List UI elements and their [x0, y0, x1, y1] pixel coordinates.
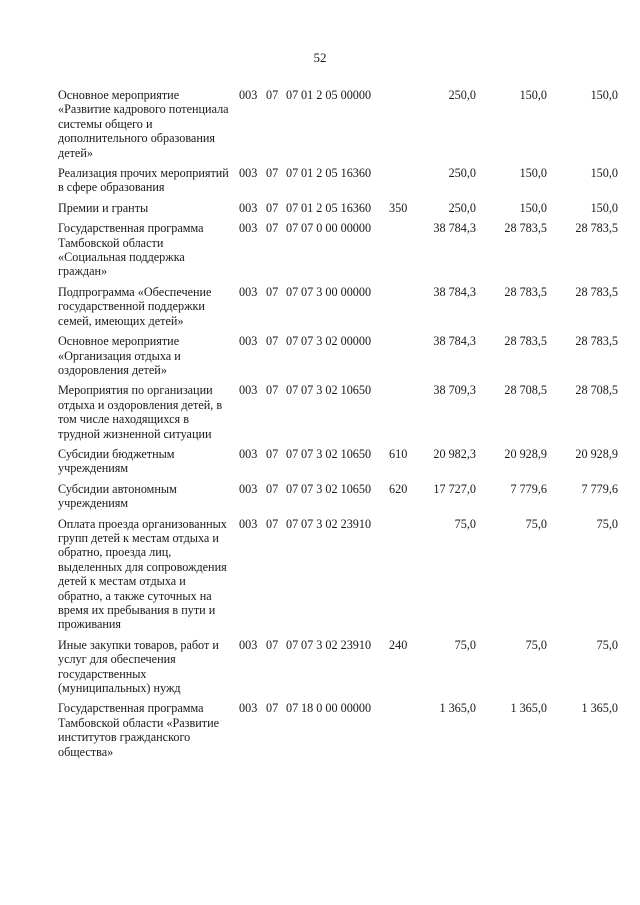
ministry-code: 003 [239, 334, 258, 349]
amount-year-3: 28 783,5 [575, 221, 618, 236]
table-row [58, 447, 628, 476]
amount-year-3: 150,0 [590, 200, 618, 215]
amount-year-3: 7 779,6 [581, 481, 618, 496]
ministry-code: 003 [239, 383, 258, 398]
amount-year-3: 150,0 [590, 88, 618, 102]
target-code: 07 3 02 10650 [301, 481, 372, 496]
section-code: 07 [266, 221, 279, 236]
amount-year-2: 150,0 [519, 166, 547, 181]
amount-year-1: 250,0 [448, 166, 476, 181]
ministry-code: 003 [239, 221, 258, 236]
ministry-code: 003 [239, 166, 258, 181]
table-row [58, 334, 628, 377]
row-name: Субсидии бюджетным учреждениям [58, 446, 175, 476]
subsection-code: 07 [286, 481, 299, 496]
row-name: Субсидии автономным учреждениям [58, 481, 177, 511]
amount-year-2: 7 779,6 [510, 481, 547, 496]
row-name: Основное мероприятие «Организация отдыха и оздоровления детей» [58, 334, 181, 377]
subsection-code: 07 [286, 446, 299, 461]
amount-year-2: 1 365,0 [510, 701, 547, 716]
target-code: 01 2 05 16360 [301, 200, 372, 215]
row-name: Мероприятия по организации отдыха и оздоровления детей, в том числе находящихся в трудной жизненной ситуации [58, 383, 223, 441]
amount-year-2: 28 783,5 [504, 221, 547, 236]
subsection-code: 07 [286, 516, 299, 531]
amount-year-1: 38 784,3 [433, 221, 476, 236]
section-code: 07 [266, 701, 279, 716]
target-code: 07 3 02 00000 [301, 334, 372, 349]
ministry-code: 003 [239, 88, 258, 102]
amount-year-1: 38 784,3 [433, 284, 476, 299]
target-code: 01 2 05 00000 [301, 88, 372, 102]
row-name: Иные закупки товаров, работ и услуг для обеспечения государственных (муниципальных) нужд [58, 637, 219, 696]
section-code: 07 [266, 637, 279, 652]
ministry-code: 003 [239, 516, 258, 531]
subsection-code: 07 [286, 383, 299, 398]
section-code: 07 [266, 88, 279, 102]
amount-year-2: 150,0 [519, 200, 547, 215]
section-code: 07 [266, 481, 279, 496]
section-code: 07 [266, 383, 279, 398]
amount-year-3: 1 365,0 [581, 701, 618, 716]
ministry-code: 003 [239, 481, 258, 496]
amount-year-3: 75,0 [596, 516, 618, 531]
amount-year-1: 17 727,0 [433, 481, 476, 496]
amount-year-1: 75,0 [454, 637, 476, 652]
amount-year-3: 28 783,5 [575, 334, 618, 349]
amount-year-2: 150,0 [519, 88, 547, 102]
target-code: 07 3 02 23910 [301, 516, 372, 531]
section-code: 07 [266, 334, 279, 349]
section-code: 07 [266, 516, 279, 531]
expense-code: 240 [389, 637, 408, 652]
amount-year-2: 28 708,5 [504, 383, 547, 398]
row-name: Реализация прочих мероприятий в сфере образования [58, 166, 229, 195]
target-code: 01 2 05 16360 [301, 166, 372, 181]
table-row [58, 88, 628, 160]
amount-year-2: 20 928,9 [504, 446, 547, 461]
section-code: 07 [266, 166, 279, 181]
amount-year-2: 75,0 [525, 637, 547, 652]
amount-year-3: 28 783,5 [575, 284, 618, 299]
ministry-code: 003 [239, 637, 258, 652]
amount-year-3: 20 928,9 [575, 446, 618, 461]
table-row [58, 166, 628, 195]
subsection-code: 07 [286, 221, 299, 236]
expense-code: 610 [389, 446, 408, 461]
target-code: 07 3 00 00000 [301, 284, 372, 299]
row-name: Основное мероприятие «Развитие кадрового потенциала системы общего и дополнительного образования детей» [58, 88, 229, 160]
table-row [58, 517, 628, 632]
target-code: 07 3 02 23910 [301, 637, 372, 652]
table-row [58, 482, 628, 511]
amount-year-2: 75,0 [525, 516, 547, 531]
table-row [58, 221, 628, 279]
ministry-code: 003 [239, 701, 258, 716]
table-row [58, 201, 628, 215]
table-row [58, 701, 628, 759]
budget-table [58, 88, 628, 765]
target-code: 07 3 02 10650 [301, 446, 372, 461]
table-row [58, 638, 628, 696]
amount-year-1: 250,0 [448, 200, 476, 215]
section-code: 07 [266, 200, 279, 215]
subsection-code: 07 [286, 200, 299, 215]
subsection-code: 07 [286, 701, 299, 716]
subsection-code: 07 [286, 334, 299, 349]
amount-year-1: 38 709,3 [433, 383, 476, 398]
target-code: 18 0 00 00000 [301, 701, 372, 716]
amount-year-3: 28 708,5 [575, 383, 618, 398]
row-name: Подпрограмма «Обеспечение государственной поддержки семей, имеющих детей» [58, 284, 212, 328]
amount-year-1: 20 982,3 [433, 446, 476, 461]
page-number: 52 [313, 50, 327, 65]
amount-year-2: 28 783,5 [504, 284, 547, 299]
row-name: Премии и гранты [58, 200, 149, 215]
table-row [58, 285, 628, 328]
section-code: 07 [266, 284, 279, 299]
table-row [58, 383, 628, 441]
amount-year-1: 75,0 [454, 516, 476, 531]
amount-year-3: 75,0 [596, 637, 618, 652]
subsection-code: 07 [286, 166, 299, 181]
amount-year-1: 38 784,3 [433, 334, 476, 349]
amount-year-2: 28 783,5 [504, 334, 547, 349]
ministry-code: 003 [239, 446, 258, 461]
row-name: Оплата проезда организованных групп детей к местам отдыха и обратно, проезда лиц, выделенных для сопровождения детей к местам отдыха и обратно, а также суточных на время их пребывания в пути и проживания [58, 516, 227, 632]
row-name: Государственная программа Тамбовской области «Социальная поддержка граждан» [58, 221, 204, 279]
amount-year-3: 150,0 [590, 166, 618, 181]
target-code: 07 3 02 10650 [301, 383, 372, 398]
ministry-code: 003 [239, 284, 258, 299]
target-code: 07 0 00 00000 [301, 221, 372, 236]
section-code: 07 [266, 446, 279, 461]
subsection-code: 07 [286, 88, 299, 102]
amount-year-1: 250,0 [448, 88, 476, 102]
subsection-code: 07 [286, 637, 299, 652]
expense-code: 350 [389, 200, 408, 215]
ministry-code: 003 [239, 200, 258, 215]
subsection-code: 07 [286, 284, 299, 299]
expense-code: 620 [389, 481, 408, 496]
row-name: Государственная программа Тамбовской области «Развитие институтов гражданского общества» [58, 701, 220, 759]
amount-year-1: 1 365,0 [439, 701, 476, 716]
